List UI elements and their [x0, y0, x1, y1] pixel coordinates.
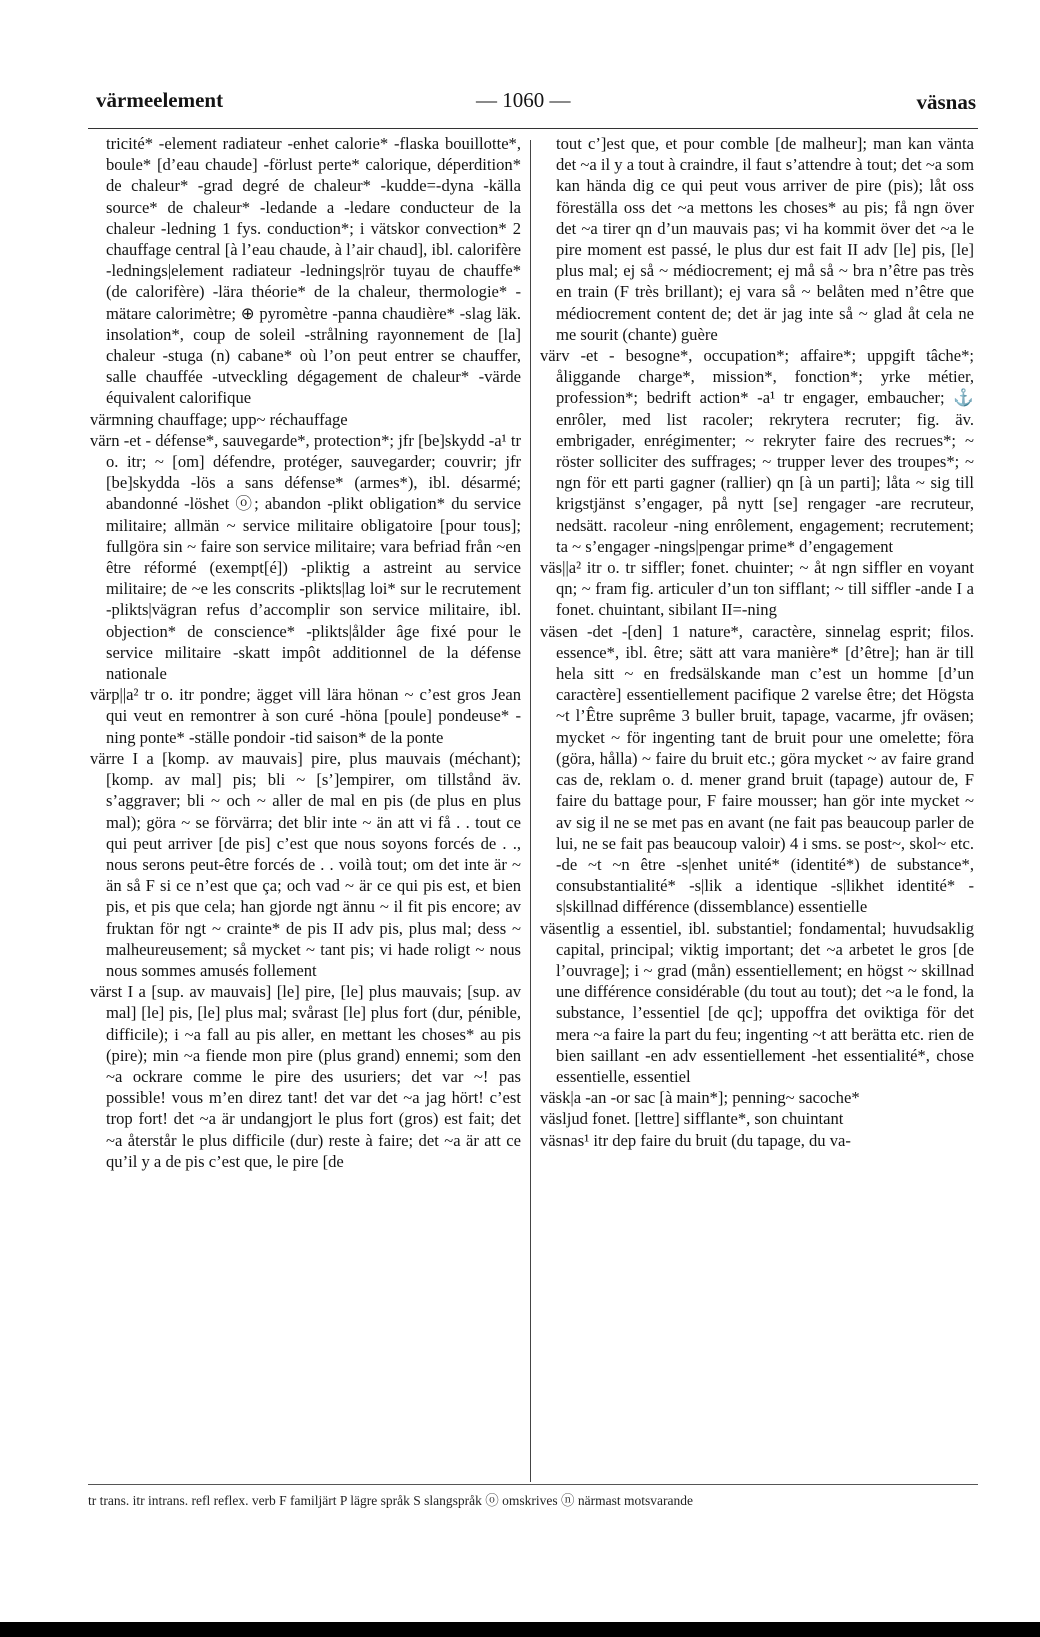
left-column	[90, 133, 521, 1172]
dictionary-entry: väsljud fonet. [lettre] sifflante*, son chuintant	[540, 1109, 844, 1129]
dictionary-entry: väsk|a -an -or sac [à main*]; penning~ sacoche*	[540, 1088, 860, 1108]
dictionary-entry: väs||a² itr o. tr siffler; fonet. chuinter; ~ åt ngn siffler en voyant qn; ~ fram fig. articuler d’un ton sifflant; ~ till siffler -ande I a fonet. chuintant, sibilant II=-ning	[540, 558, 974, 620]
dictionary-entry: värp||a² tr o. itr pondre; ägget vill lära hönan ~ c’est gros Jean qui veut en remontrer à son curé -höna [poule] pondeuse* -ning ponte* -ställe pondoir -tid saison* de la ponte	[90, 685, 521, 747]
dictionary-entry: värmning chauffage; upp~ réchauffage	[90, 409, 348, 429]
footer-rule	[88, 1484, 978, 1485]
right-running-headword: väsnas	[916, 90, 976, 114]
dictionary-entry: tout c’]est que, et pour comble [de malheur]; man kan vänta det ~a il y a tout à craindre, il faut s’attendre à tout; det ~a som kan hända dig ce qui peut vous arriver de pire (pis); låt oss föreställa oss det ~a mettons les choses* au pis; få ngn över det ~a tirer qn d’un mauvais pas; vi ha kommit över det ~a le pire moment est passé, le plus dur est fait II adv [le] pis, [le] plus mal; ej så ~ médiocrement; ej må så ~ bra n’être pas très en train (F très brillant); ej vara så ~ belåten med n’être que médiocrement content de; det är jag inte så ~ glad åt cela ne me sourit (chante) guère	[556, 134, 974, 344]
dictionary-entry: värv -et - besogne*, occupation*; affaire*; uppgift tâche*; åliggande charge*, mission*, fonction*; yrke métier, profession*; bedrift action* -a¹ tr engager, embaucher; ⚓ enrôler, med list racoler; rekrytera recruter; fig. äv. embrigader, enrégimenter; ~ rekryter faire des recrues*; ~ röster solliciter des suffrages; ~ trupper lever des troupes*; ~ ngn för ett parti gagner (rallier) qn [à un parti]; låta ~ sig till krigstjänst s’engager, på nytt [se] rengager -are recruteur, nedsätt. racoleur -ning enrôlement, engagement; recrutement; ta ~ s’engager -nings|pengar prime* d’engagement	[540, 346, 974, 556]
page-header	[96, 88, 976, 128]
dictionary-entry: värst I a [sup. av mauvais] [le] pire, [le] plus mauvais; [sup. av mal] [le] pis, [le] plus mal; svårast [le] plus fort (dur, pénible, difficile); i ~a fall au pis aller, en mettant les choses* au pis (pire); min ~a fiende mon pire (plus grand) ennemi; som den ~a ockrare comme le pire des usuriers; det var ~! pas possible! vous m’en direz tant! det var det ~a jag hört! c’est trop fort! det ~a är undangjort le plus fort (gros) est fait; det ~a återstår le plus difficile (dur) reste à faire; det ~a är att ce qu’il y a de pis c’est que, le pire [de	[90, 982, 521, 1171]
column-divider	[530, 140, 531, 1482]
dictionary-entry: värre I a [komp. av mauvais] pire, plus mauvais (méchant); [komp. av mal] pis; bli ~ [s’]empirer, om tillstånd äv. s’aggraver; bli ~ och ~ aller de mal en pis (de plus en plus mal); göra ~ se förvärra; det blir inte ~ än att vi få . . tout ce qui peut arriver [de pis] c’est que nous soyons forcés de . ., nous serons peut-être forcés de . . voilà tout; om det inte är ~ än så F si ce n’est que ça; och vad ~ är ce qui pis est, et bien pis, et pis que cela; han gjorde ngt ännu ~ il fit pis encore; av fruktan för ngt ~ crainte* de pis II adv pis, plus mal; dess ~ malheureusement; så mycket ~ tant pis; vi hade roligt ~ nous nous sommes amusés follement	[90, 748, 521, 980]
dictionary-entry: väsnas¹ itr dep faire du bruit (du tapage, du va-	[540, 1130, 851, 1150]
dictionary-entry: väsen -det -[den] 1 nature*, caractère, sinnelag esprit; filos. essence*, ibl. être; sätt att vara manière* [d’être]; han är till hela sitt ~ en fredsälskande man c’est un homme [d’un caractère] essentiellement pacifique 2 varelse être; det Högsta ~t l’Être suprême 3 buller bruit, tapage, vacarme, jfr oväsen; mycket ~ för ingenting tant de bruit pour une omelette; föra (göra, hålla) ~ faire du bruit etc.; göra mycket ~ av faire grand cas de, reklam o. d. mener grand bruit (tapage) autour de, F faire du battage pour, F faire mousser; han gör inte mycket ~ av sig il ne se met pas en avant (ne fait pas beaucoup parler de lui, ne se fait pas beaucoup valoir) 4 i sms. se post~, skol~ etc. -de ~t ~n être -s|enhet unité* (identité*) de substance*, consubstantialité* -s|lik a identique -s|likhet identité* -s|skillnad différence (dissemblance) essentielle	[540, 621, 974, 917]
page-number: — 1060 —	[476, 88, 571, 112]
abbreviation-legend: tr trans. itr intrans. refl reflex. verb F familjärt P lägre språk S slangspråk ⓞ omskrives ⓝ närmast motsvarande	[88, 1493, 693, 1508]
scan-edge	[0, 1622, 1040, 1637]
right-column	[540, 133, 974, 1151]
dictionary-entry: värn -et - défense*, sauvegarde*, protection*; jfr [be]skydd -a¹ tr o. itr; ~ [om] défendre, protéger, sauvegarder; couvrir; jfr [be]skydda -lös a sans défense* (armes*), ibl. désarmé; abandonné -löshet ⓞ; abandon -plikt obligation* du service militaire; allmän ~ service militaire obligatoire [pour tous]; fullgöra sin ~ faire son service militaire; vara befriad från ~en être réformé (exempt[é]) -pliktig a astreint au service militaire; de ~e les conscrits -plikts|lag loi* sur le recrutement -plikts|vägran refus d’accomplir son service militaire, ibl. objection* de conscience* -plikts|ålder âge fixé pour le service militaire -skatt impôt additionnel de la défense nationale	[90, 430, 521, 684]
header-rule	[88, 128, 978, 129]
dictionary-entry: väsentlig a essentiel, ibl. substantiel; fondamental; huvudsaklig capital, principal; viktig important; det ~a arbetet le gros [de l’ouvrage]; i ~ grad (mån) essentiellement; en högst ~ skillnad une différence considérable (du tout au tout); det ~a le fond, la substance, l’essentiel [de qc]; uppoffra det oviktiga för det mera ~a faire la part du feu; ingenting ~t att berätta etc. rien de bien saillant -en adv essentiellement -het essentialité*, chose essentielle, essentiel	[540, 918, 974, 1086]
left-running-headword: värmeelement	[96, 88, 224, 112]
dictionary-entry: tricité* -element radiateur -enhet calorie* -flaska bouillotte*, boule* [d’eau chaude] -förlust perte* calorique, déperdition* de chaleur* -grad degré de chaleur* -kudde=-dyna -källa source* de chaleur* -ledande a -ledare conducteur de la chaleur -ledning 1 fys. conduction*; i vätskor convection* 2 chauffage central [à l’eau chaude, à l’air chaud], ibl. calorifère -lednings|element radiateur -lednings|rör tuyau de chauffe* (de calorifère) -lära théorie* de la chaleur, thermologie* -mätare calorimètre; ⊕ pyromètre -panna chaudière* -slag läk. insolation*, coup de soleil -strålning rayonnement de [la] chaleur -stuga (n) cabane* où l’on peut entrer se chauffer, salle chauffée -utveckling dégagement de chaleur* -värde équivalent calorifique	[106, 134, 521, 408]
